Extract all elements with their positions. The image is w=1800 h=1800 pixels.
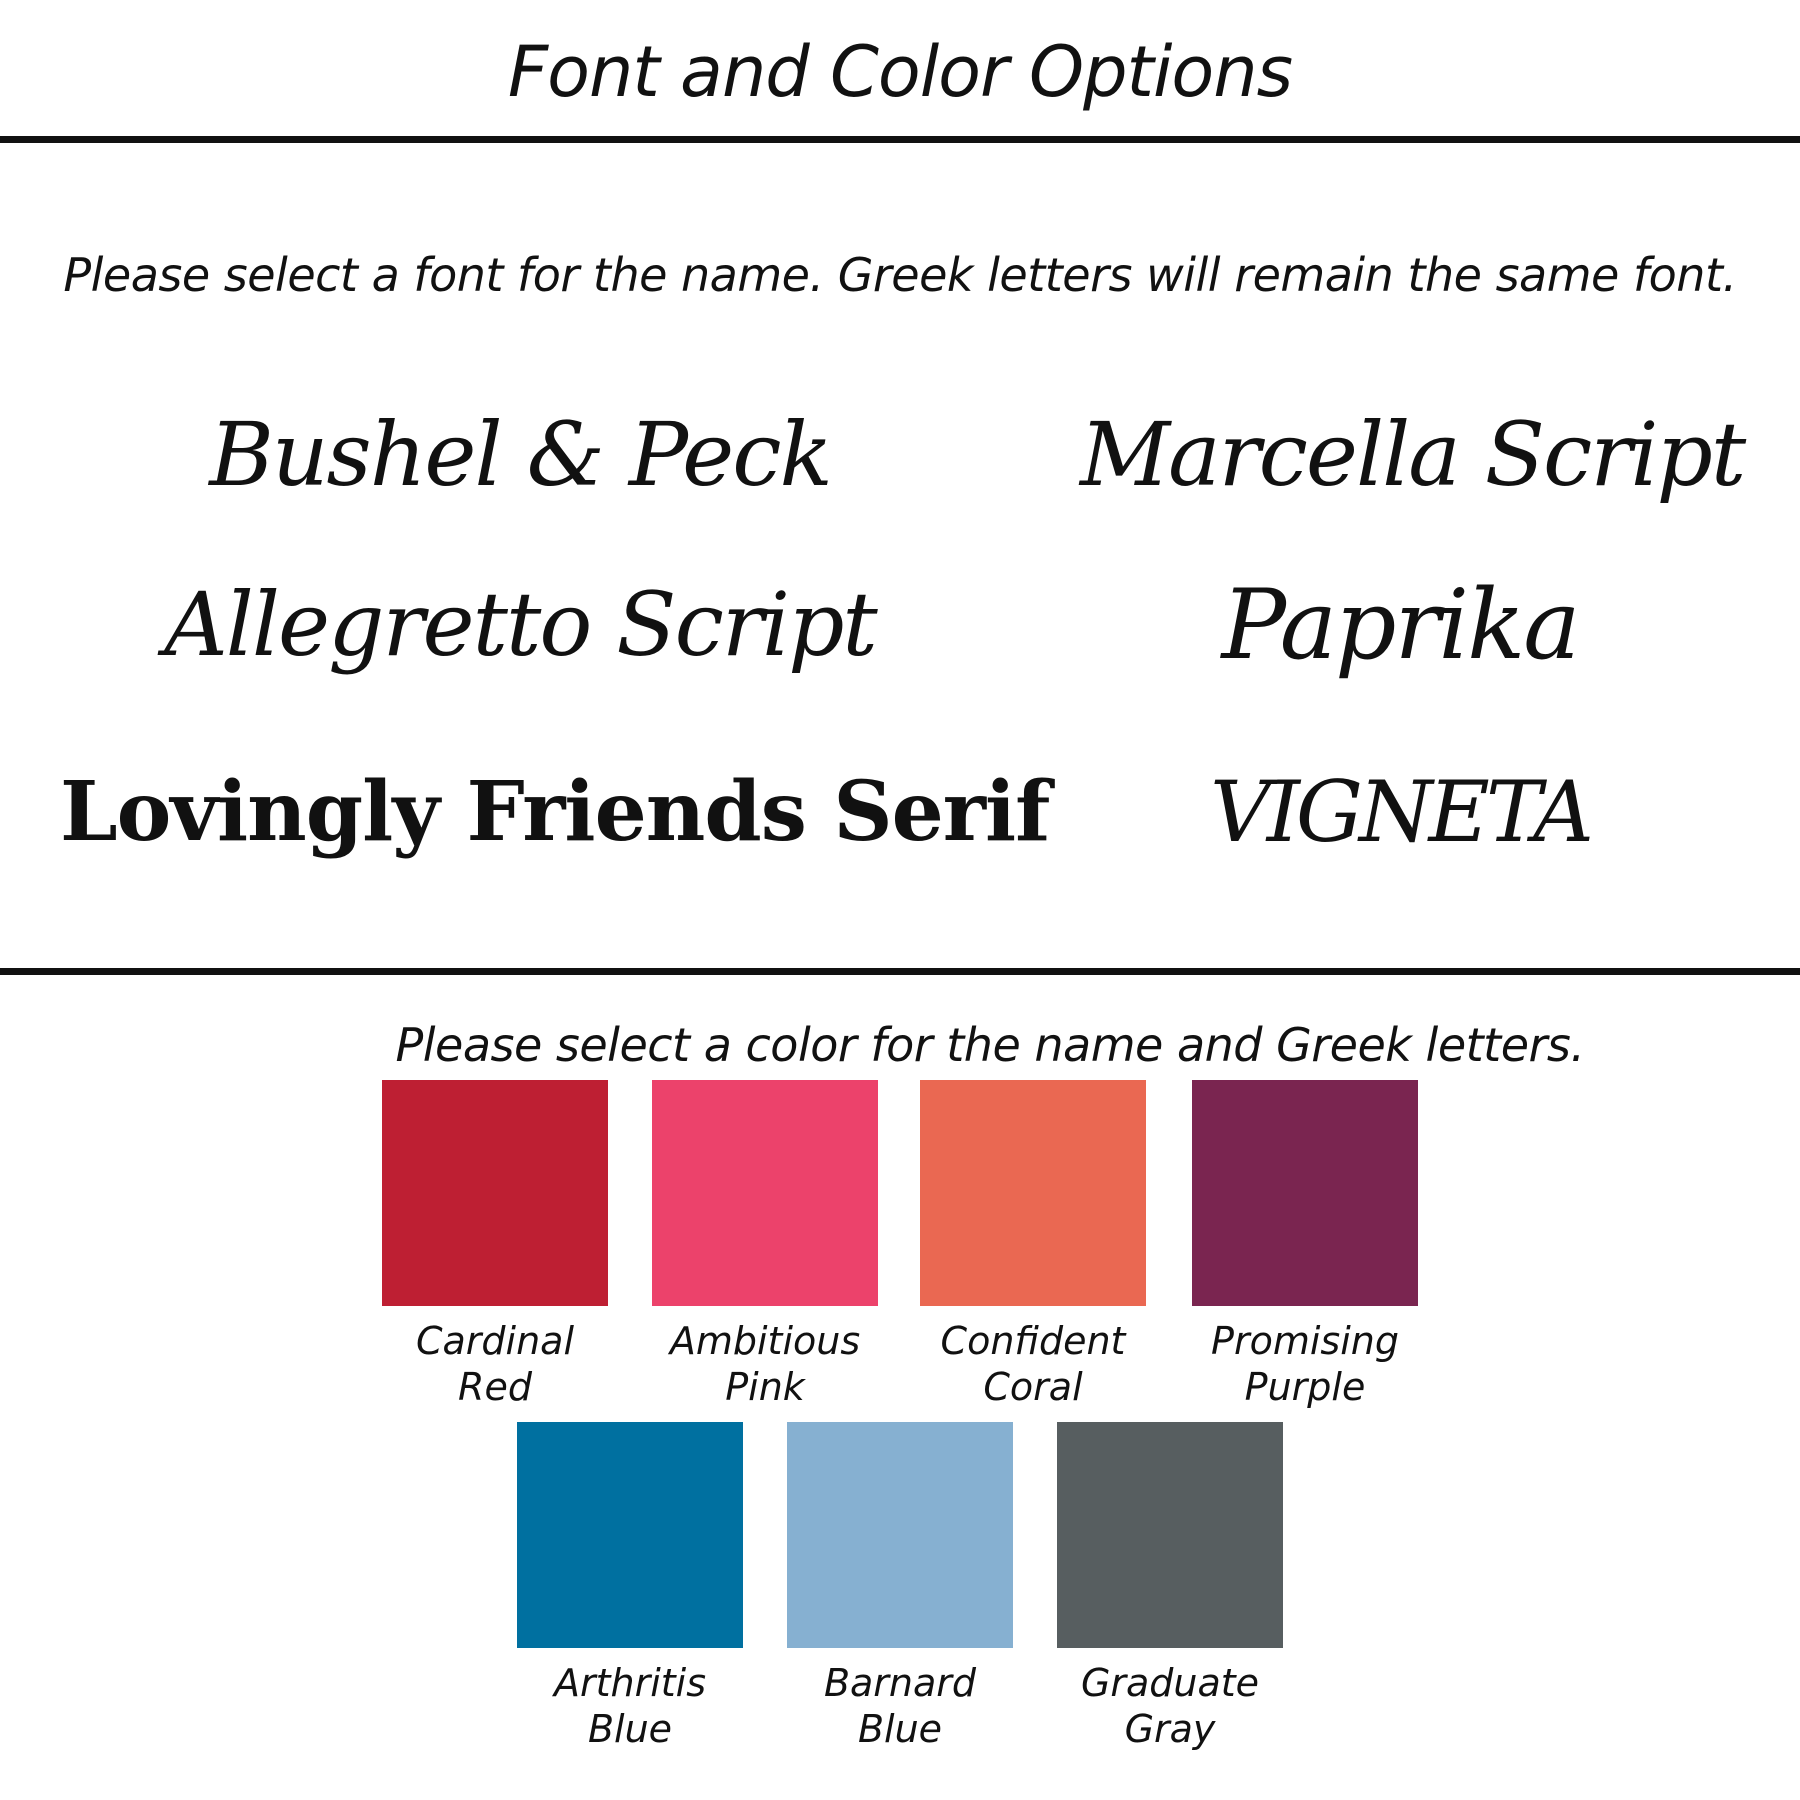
font-option-lovingly-friends-serif[interactable]: Lovingly Friends Serif bbox=[60, 764, 1050, 860]
color-label bbox=[345, 1318, 645, 1410]
color-option-promising-purple[interactable] bbox=[1192, 1080, 1418, 1410]
middle-divider bbox=[0, 968, 1800, 975]
color-option-cardinal-red[interactable] bbox=[382, 1080, 608, 1410]
color-option-graduate-gray[interactable] bbox=[1057, 1422, 1283, 1752]
color-label bbox=[750, 1660, 1050, 1752]
font-option-allegretto-script[interactable]: Allegretto Script bbox=[164, 573, 876, 676]
color-label-line1: Graduate bbox=[1080, 1661, 1260, 1705]
color-option-confident-coral[interactable] bbox=[920, 1080, 1146, 1410]
color-label-line2: Blue bbox=[587, 1707, 673, 1751]
font-option-paprika[interactable]: Paprika bbox=[1221, 569, 1579, 681]
color-swatch[interactable] bbox=[382, 1080, 608, 1306]
color-label-line2: Coral bbox=[983, 1365, 1083, 1409]
font-option-marcella-script[interactable]: Marcella Script bbox=[1080, 403, 1745, 506]
font-option-vigneta[interactable]: VIGNETA bbox=[1210, 763, 1590, 861]
color-label-line2: Red bbox=[458, 1365, 532, 1409]
color-swatch[interactable] bbox=[787, 1422, 1013, 1648]
color-label bbox=[615, 1318, 915, 1410]
color-label-line1: Ambitious bbox=[669, 1319, 861, 1363]
color-swatch[interactable] bbox=[920, 1080, 1146, 1306]
color-label-line1: Cardinal bbox=[415, 1319, 575, 1363]
color-label-line1: Promising bbox=[1211, 1319, 1399, 1363]
color-label bbox=[480, 1660, 780, 1752]
color-option-barnard-blue[interactable] bbox=[787, 1422, 1013, 1752]
color-label bbox=[883, 1318, 1183, 1410]
color-label-line2: Pink bbox=[725, 1365, 805, 1409]
color-label-line1: Arthritis bbox=[553, 1661, 707, 1705]
color-label-line1: Confident bbox=[940, 1319, 1126, 1363]
color-label bbox=[1155, 1318, 1455, 1410]
color-label-line1: Barnard bbox=[823, 1661, 977, 1705]
color-label bbox=[1020, 1660, 1320, 1752]
color-label-line2: Purple bbox=[1244, 1365, 1366, 1409]
color-label-line2: Blue bbox=[857, 1707, 943, 1751]
font-option-bushel-and-peck[interactable]: Bushel & Peck bbox=[209, 403, 831, 506]
font-instruction: Please select a font for the name. Greek letters will remain the same font. bbox=[63, 248, 1737, 302]
page-title: Font and Color Options bbox=[507, 31, 1293, 113]
color-option-ambitious-pink[interactable] bbox=[652, 1080, 878, 1410]
color-swatch[interactable] bbox=[652, 1080, 878, 1306]
color-option-arthritis-blue[interactable] bbox=[517, 1422, 743, 1752]
color-label-line2: Gray bbox=[1124, 1707, 1216, 1751]
top-divider bbox=[0, 136, 1800, 143]
color-instruction: Please select a color for the name and Greek letters. bbox=[395, 1018, 1585, 1072]
color-swatch[interactable] bbox=[517, 1422, 743, 1648]
color-swatch[interactable] bbox=[1057, 1422, 1283, 1648]
color-swatch[interactable] bbox=[1192, 1080, 1418, 1306]
